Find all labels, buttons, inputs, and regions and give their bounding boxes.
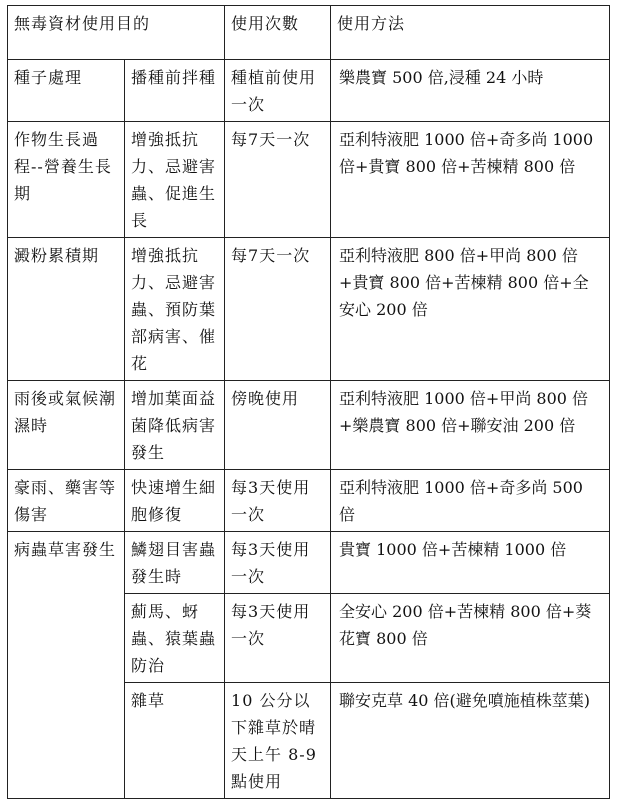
purpose-cell: 澱粉累積期 [8, 238, 125, 381]
table-row [8, 470, 610, 532]
method-cell: 貴寶 1000 倍+苦楝精 1000 倍 [331, 532, 610, 594]
purpose-cell: 豪雨、藥害等傷害 [8, 470, 125, 532]
sub-purpose-cell: 增強抵抗力、忌避害蟲、預防葉部病害、催花 [125, 238, 225, 381]
table-row [8, 122, 610, 238]
sub-purpose-cell: 播種前拌種 [125, 60, 225, 122]
pesticide-usage-table [7, 5, 610, 799]
method-cell: 亞利特液肥 1000 倍+奇多尚 500 倍 [331, 470, 610, 532]
method-cell: 全安心 200 倍+苦楝精 800 倍+葵花寶 800 倍 [331, 594, 610, 683]
frequency-cell: 10 公分以下雜草於晴天上午 8-9 點使用 [225, 683, 331, 799]
sub-purpose-cell: 雜草 [125, 683, 225, 799]
table-row [8, 683, 610, 799]
purpose-cell: 雨後或氣候潮濕時 [8, 381, 125, 470]
frequency-cell: 每7天一次 [225, 238, 331, 381]
sub-purpose-cell: 鱗翅目害蟲發生時 [125, 532, 225, 594]
frequency-cell: 每7天一次 [225, 122, 331, 238]
table-row [8, 60, 610, 122]
header-frequency: 使用次數 [225, 6, 331, 60]
table-row [8, 532, 610, 594]
sub-purpose-cell: 快速增生細胞修復 [125, 470, 225, 532]
frequency-cell: 傍晚使用 [225, 381, 331, 470]
table-row [8, 238, 610, 381]
frequency-cell: 每3天使用一次 [225, 470, 331, 532]
sub-purpose-cell: 增強抵抗力、忌避害蟲、促進生長 [125, 122, 225, 238]
purpose-cell: 作物生長過程--營養生長期 [8, 122, 125, 238]
purpose-cell: 種子處理 [8, 60, 125, 122]
frequency-cell: 每3天使用一次 [225, 532, 331, 594]
frequency-cell: 種植前使用一次 [225, 60, 331, 122]
method-cell: 聯安克草 40 倍(避免噴施植株莖葉) [331, 683, 610, 799]
method-cell: 亞利特液肥 1000 倍+甲尚 800 倍+樂農寶 800 倍+聯安油 200 倍 [331, 381, 610, 470]
sub-purpose-cell: 增加葉面益菌降低病害發生 [125, 381, 225, 470]
purpose-cell-empty [8, 594, 125, 683]
frequency-cell: 每3天使用一次 [225, 594, 331, 683]
method-cell: 亞利特液肥 1000 倍+奇多尚 1000 倍+貴寶 800 倍+苦楝精 800 倍 [331, 122, 610, 238]
sub-purpose-cell: 薊馬、蚜蟲、猿葉蟲防治 [125, 594, 225, 683]
table-header-row [8, 6, 610, 60]
method-cell: 亞利特液肥 800 倍+甲尚 800 倍+貴寶 800 倍+苦楝精 800 倍+全安心 200 倍 [331, 238, 610, 381]
header-method: 使用方法 [331, 6, 610, 60]
table-row [8, 594, 610, 683]
header-purpose: 無毒資材使用目的 [8, 6, 225, 60]
purpose-cell-empty [8, 683, 125, 799]
purpose-cell: 病蟲草害發生 [8, 532, 125, 594]
table-row [8, 381, 610, 470]
method-cell: 樂農寶 500 倍,浸種 24 小時 [331, 60, 610, 122]
